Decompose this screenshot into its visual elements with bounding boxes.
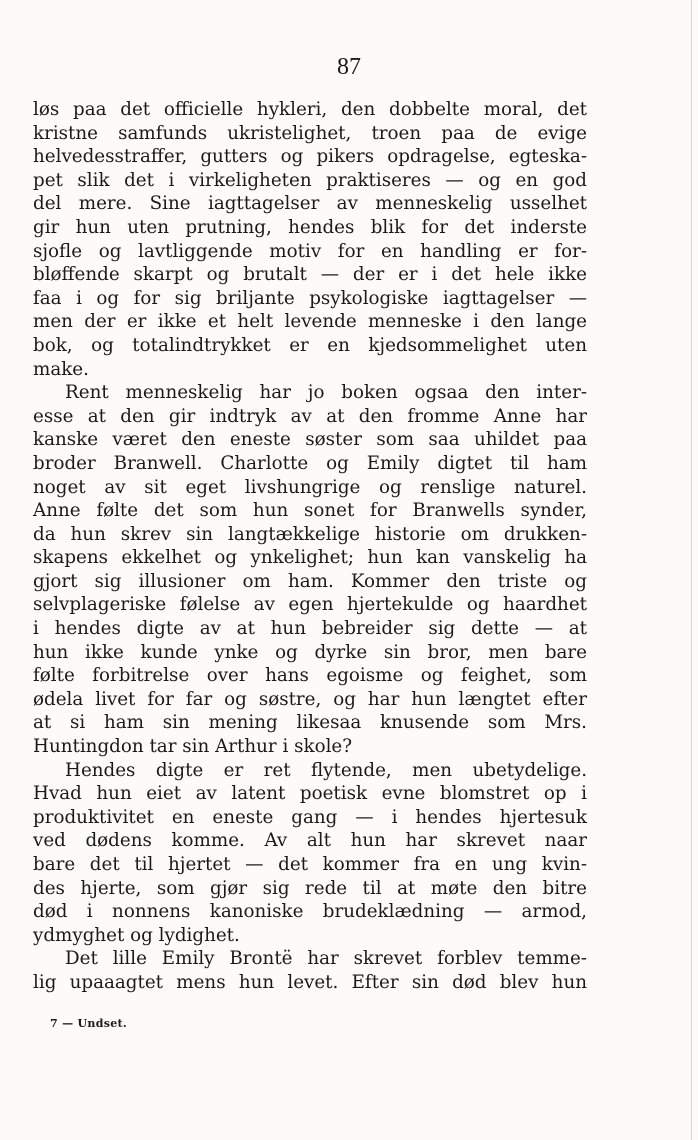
paragraph-2 bbox=[33, 381, 587, 759]
text-line: ødela livet for far og søstre, og har hun længtet efter bbox=[33, 688, 587, 710]
text-line: Huntingdon tar sin Arthur i skole? bbox=[33, 736, 353, 758]
text-line: da hun skrev sin langtækkelige historie om drukken- bbox=[33, 523, 587, 545]
text-line: hun ikke kunde ynke og dyrke sin bror, men bare bbox=[33, 641, 587, 663]
text-line: kristne samfunds ukristelighet, troen paa de evige bbox=[33, 122, 587, 144]
text-line: følte forbitrelse over hans egoisme og feighet, som bbox=[33, 665, 587, 687]
text-line: esse at den gir indtryk av at den fromme Anne har bbox=[33, 405, 587, 427]
text-line: helvedesstraffer, gutters og pikers opdragelse, egteska- bbox=[33, 146, 587, 168]
text-line: at si ham sin mening likesaa knusende som Mrs. bbox=[33, 712, 587, 734]
paragraph-3 bbox=[33, 759, 587, 948]
text-line: Hendes digte er ret flytende, men ubetydelige. bbox=[65, 759, 587, 781]
page-edge bbox=[691, 0, 692, 1140]
text-line: lig upaaagtet mens hun levet. Efter sin død blev hun bbox=[33, 971, 587, 993]
text-line: død i nonnens kanoniske brudeklædning — armod, bbox=[33, 901, 587, 923]
text-line: noget av sit eget livshungrige og renslige naturel. bbox=[33, 476, 587, 498]
text-line: Anne følte det som hun sonet for Branwells synder, bbox=[33, 500, 587, 522]
text-line: pet slik det i virkeligheten praktiseres — og en god bbox=[33, 169, 587, 191]
text-line: gir hun uten prutning, hendes blik for det inderste bbox=[33, 216, 587, 238]
text-line: bare det til hjertet — det kommer fra en ung kvin- bbox=[33, 854, 587, 875]
text-line: gjort sig illusioner om ham. Kommer den triste og bbox=[33, 570, 587, 592]
text-line: bok, og totalindtrykket er en kjedsommelighet uten bbox=[33, 334, 587, 356]
text-line: kanske været den eneste søster som saa uhildet paa bbox=[33, 429, 587, 451]
text-line: i hendes digte av at hun bebreider sig dette — at bbox=[33, 618, 587, 640]
text-line: men der er ikke et helt levende menneske i den lange bbox=[33, 311, 587, 333]
body-text bbox=[33, 98, 587, 995]
text-line: Hvad hun eiet av latent poetisk evne blomstret op i bbox=[33, 783, 587, 805]
text-line: broder Branwell. Charlotte og Emily digtet til ham bbox=[33, 452, 587, 474]
text-line: Rent menneskelig har jo boken ogsaa den inter- bbox=[65, 382, 587, 404]
text-line: faa i og for sig briljante psykologiske iagttagelser — bbox=[33, 287, 587, 309]
text-line: selvplageriske følelse av egen hjertekulde og haardhet bbox=[33, 594, 587, 616]
text-line: ved dødens komme. Av alt hun har skrevet naar bbox=[33, 830, 587, 852]
text-line: løs paa det officielle hykleri, den dobbelte moral, det bbox=[33, 99, 587, 120]
paragraph-1 bbox=[33, 98, 587, 381]
signature-mark: 7 — Undset. bbox=[50, 1017, 127, 1030]
page-number: 87 bbox=[337, 54, 361, 80]
paragraph-4 bbox=[33, 947, 587, 994]
text-line: bløffende skarpt og brutalt — der er i det hele ikke bbox=[33, 264, 587, 286]
text-line: des hjerte, som gjør sig rede til at møte den bitre bbox=[33, 877, 587, 899]
text-line: del mere. Sine iagttagelser av menneskelig usselhet bbox=[33, 193, 587, 215]
text-line: ydmyghet og lydighet. bbox=[33, 924, 240, 946]
text-line: Det lille Emily Brontë har skrevet forblev temme- bbox=[65, 948, 587, 970]
text-line: make. bbox=[33, 358, 89, 380]
text-line: produktivitet en eneste gang — i hendes hjertesuk bbox=[33, 806, 587, 828]
text-line: sjofle og lavtliggende motiv for en handling er for- bbox=[33, 240, 587, 262]
text-line: skapens ekkelhet og ynkelighet; hun kan vanskelig ha bbox=[33, 547, 587, 569]
